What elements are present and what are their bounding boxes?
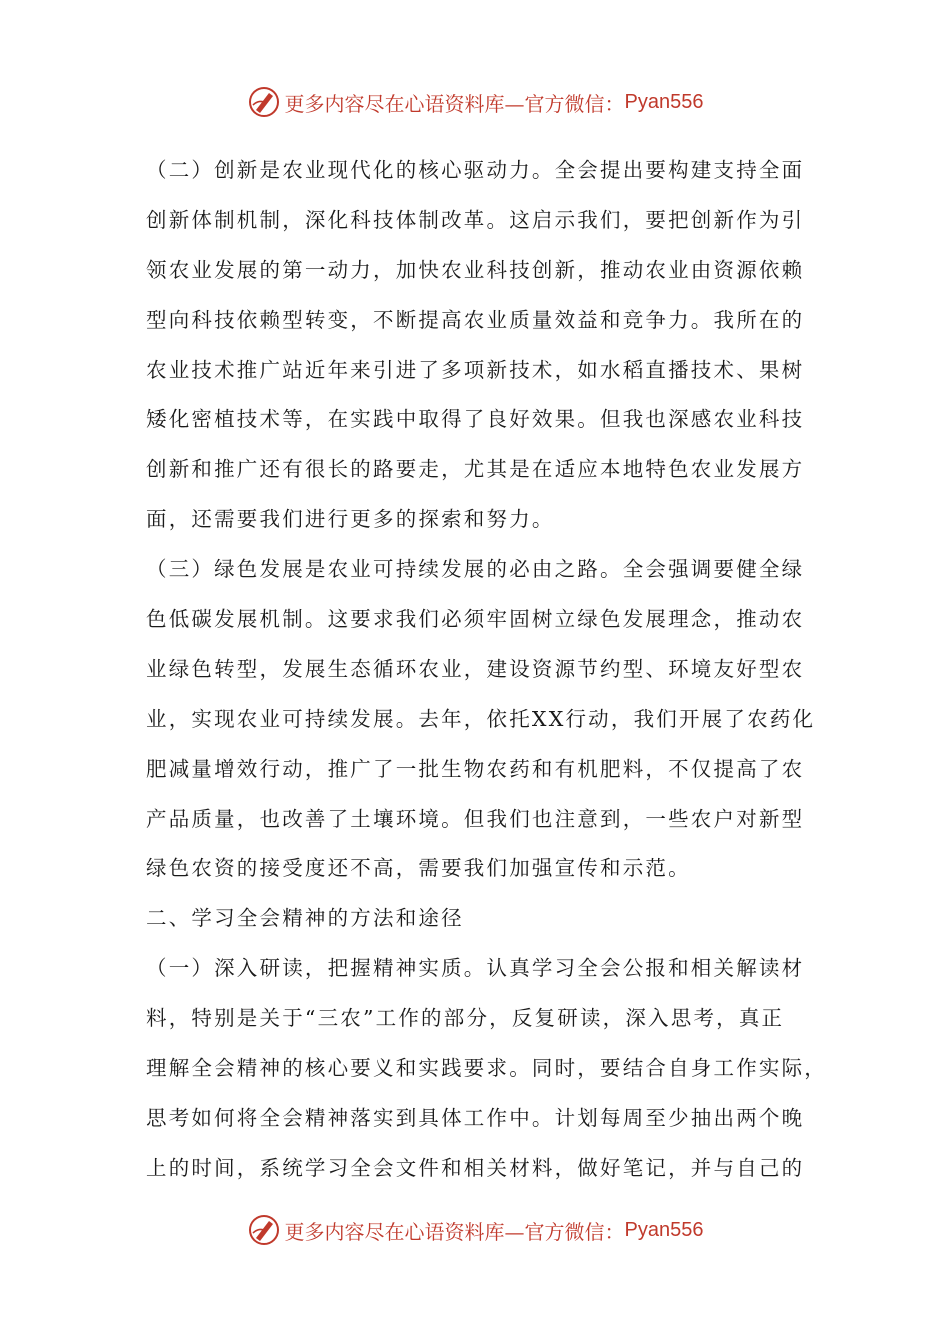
watermark-text: 更多内容尽在心语资料库—官方微信： — [284, 1219, 625, 1244]
pen-logo-icon — [247, 1213, 281, 1247]
section-heading: 二、学习全会精神的方法和途径 — [146, 906, 464, 931]
text-line: 肥减量增效行动，推广了一批生物农药和有机肥料，不仅提高了农 — [146, 756, 805, 781]
document-body — [146, 146, 827, 1194]
header-watermark-banner — [0, 80, 950, 124]
text-line: 思考如何将全会精神落实到具体工作中。计划每周至少抽出两个晚 — [146, 1105, 805, 1130]
text-line: 矮化密植技术等，在实践中取得了良好效果。但我也深感农业科技 — [146, 407, 805, 432]
footer-watermark-banner — [0, 1208, 950, 1252]
text-line: 绿色农资的接受度还不高，需要我们加强宣传和示范。 — [146, 856, 691, 881]
text-line: （一）深入研读，把握精神实质。认真学习全会公报和相关解读材 — [146, 956, 805, 981]
text-line: 型向科技依赖型转变，不断提高农业质量效益和竞争力。我所在的 — [146, 307, 805, 332]
text-line: 料，特别是关于“三农”工作的部分，反复研读，深入思考，真正 — [146, 1006, 785, 1031]
text-line: 创新和推广还有很长的路要走，尤其是在适应本地特色农业发展方 — [146, 457, 805, 482]
wechat-handle: Pyan556 — [624, 1218, 704, 1241]
wechat-handle: Pyan556 — [624, 90, 704, 113]
watermark-text: 更多内容尽在心语资料库—官方微信： — [284, 91, 625, 116]
text-line: 理解全会精神的核心要义和实践要求。同时，要结合自身工作实际， — [146, 1056, 827, 1081]
text-line: 创新体制机制，深化科技体制改革。这启示我们，要把创新作为引 — [146, 207, 805, 232]
text-line: 领农业发展的第一动力，加快农业科技创新，推动农业由资源依赖 — [146, 257, 805, 282]
text-line: 上的时间，系统学习全会文件和相关材料，做好笔记，并与自己的 — [146, 1155, 805, 1180]
text-line: 产品质量，也改善了土壤环境。但我们也注意到，一些农户对新型 — [146, 806, 805, 831]
text-line: （三）绿色发展是农业可持续发展的必由之路。全会强调要健全绿 — [146, 557, 805, 582]
text-line: 业绿色转型，发展生态循环农业，建设资源节约型、环境友好型农 — [146, 656, 805, 681]
text-line: 农业技术推广站近年来引进了多项新技术，如水稻直播技术、果树 — [146, 357, 805, 382]
text-line: 色低碳发展机制。这要求我们必须牢固树立绿色发展理念，推动农 — [146, 607, 805, 632]
text-line: 面，还需要我们进行更多的探索和努力。 — [146, 507, 555, 532]
text-line: （二）创新是农业现代化的核心驱动力。全会提出要构建支持全面 — [146, 158, 805, 182]
pen-logo-icon — [247, 85, 281, 119]
text-line: 业，实现农业可持续发展。去年，依托XX行动，我们开展了农药化 — [146, 706, 816, 731]
